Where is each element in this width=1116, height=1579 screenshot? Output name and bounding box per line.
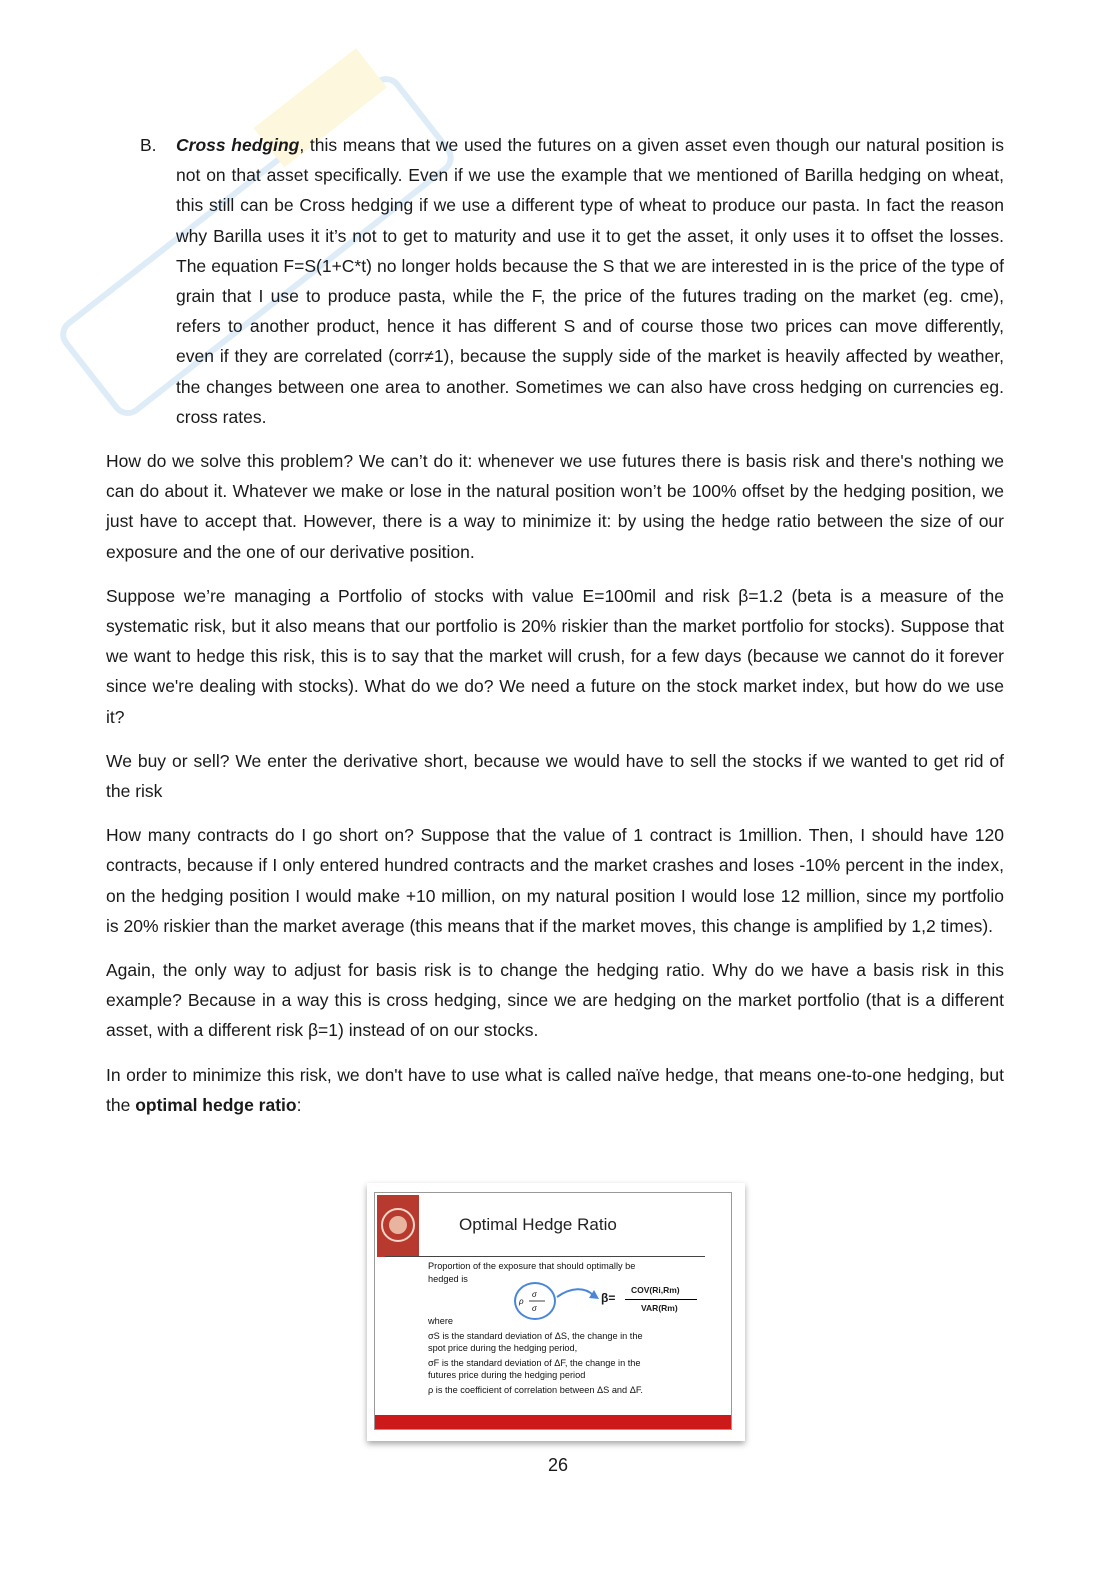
slide-image	[367, 1183, 745, 1441]
list-item-text: , this means that we used the futures on a given asset even though our natural position is not on that asset specifically. Even if we use the example that we mentioned of Barilla hedging on wheat, this still can be Cross hedging if we use a different type of wheat to produce our pasta. In fact the reason why Barilla uses it it’s not to get to maturity and use it to get the asset, it only uses it to offset the losses. The equation F=S(1+C*t) no longer holds because the S that we are interested in is the price of the type of grain that I use to produce pasta, while the F, the price of the futures trading on the market (eg. cme), refers to another product, hence it has different S and of course those two prices can move differently, even if they are correlated (corr≠1), because the supply side of the market is heavily affected by weather, the changes between one area to another. Sometimes we can also have cross hedging on currencies eg. cross rates.	[176, 135, 1005, 427]
paragraph-basis-risk: How do we solve this problem? We can’t do it: whenever we use futures there is basis risk and there's nothing we can do about it. Whatever we make or lose in the natural position won’t be 100% offset by the hedging position, we just have to accept that. However, there is a way to minimize it: by using the hedge ratio between the size of our exposure and the one of our derivative position.	[106, 451, 1004, 562]
svg-text:σ: σ	[532, 1290, 537, 1299]
page-number: 26	[547, 1455, 569, 1475]
formula-fraction-line	[625, 1299, 697, 1300]
slide-def-sigma-s-line2: spot price during the hedging period,	[428, 1343, 578, 1353]
slide-frame	[374, 1192, 732, 1430]
slide-title-rule	[385, 1256, 705, 1257]
paragraph-portfolio-example: Suppose we’re managing a Portfolio of stocks with value E=100mil and risk β=1.2 (beta is a measure of the systematic risk, but it also means that our portfolio is 20% riskier than the market portfolio for stocks). Suppose that we want to hedge this risk, this is to say that the market will crush, for a few days (because we cannot do it forever since we're dealing with stocks). What do we do? We need a future on the stock market index, but how do we use it?	[106, 585, 1004, 727]
slide-intro-line2: hedged is	[428, 1274, 468, 1284]
formula-beta-label: β=	[601, 1291, 616, 1305]
arrow-right-icon	[555, 1285, 601, 1307]
list-marker: B.	[140, 135, 157, 155]
slide-def-sigma-f-line2: futures price during the hedging period	[428, 1370, 586, 1380]
slide-where: where	[428, 1316, 454, 1326]
paragraph-adjust-basis-risk: Again, the only way to adjust for basis risk is to change the hedging ratio. Why do we have a basis risk in this example? Because in a way this is cross hedging, since we are hedging on the market portfolio (that is a different asset, with a different risk β=1) instead of on our stocks.	[106, 960, 1004, 1041]
optimal-hedge-tail: :	[296, 1094, 302, 1115]
paragraph-buy-or-sell: We buy or sell? We enter the derivative short, because we would have to sell the stocks if we wanted to get rid of the risk	[106, 750, 1004, 802]
optimal-hedge-ratio-term: optimal hedge ratio	[135, 1094, 297, 1115]
slide-title: Optimal Hedge Ratio	[459, 1215, 617, 1234]
university-seal-icon	[377, 1195, 419, 1257]
slide-def-sigma-f-line1: σF is the standard deviation of ΔF, the change in the	[428, 1358, 641, 1368]
optimal-hedge-text: In order to minimize this risk, we don't have to use what is called naïve hedge, that means one-to-one hedging, but the	[106, 1064, 1004, 1115]
term-cross-hedging: Cross hedging	[176, 135, 300, 155]
sigma-ratio-icon	[515, 1283, 555, 1319]
paragraph-contracts: How many contracts do I go short on? Suppose that the value of 1 contract is 1million. Then, I should have 120 contracts, because if I only entered hundred contracts and the market crashes and loses -10% percent in the index, on the hedging position I would make +10 million, on my natural position I would lose 12 million, since my portfolio is 20% riskier than the market average (this means that if the market moves, this change is amplified by 1,2 times).	[106, 825, 1004, 936]
slide-footer-bar	[375, 1415, 731, 1429]
page-body	[106, 130, 1004, 1134]
svg-text:σ: σ	[532, 1304, 537, 1313]
formula-denominator: VAR(Rm)	[641, 1303, 678, 1313]
paragraph-optimal-hedge	[106, 1060, 1004, 1120]
svg-text:ρ: ρ	[519, 1297, 524, 1306]
slide-intro-line1: Proportion of the exposure that should optimally be	[428, 1261, 636, 1271]
slide-def-rho: ρ is the coefficient of correlation between ΔS and ΔF.	[428, 1385, 643, 1395]
slide-def-sigma-s-line1: σS is the standard deviation of ΔS, the change in the	[428, 1331, 643, 1341]
formula-numerator: COV(Ri,Rm)	[631, 1285, 680, 1295]
list-item-cross-hedging	[106, 130, 1004, 432]
